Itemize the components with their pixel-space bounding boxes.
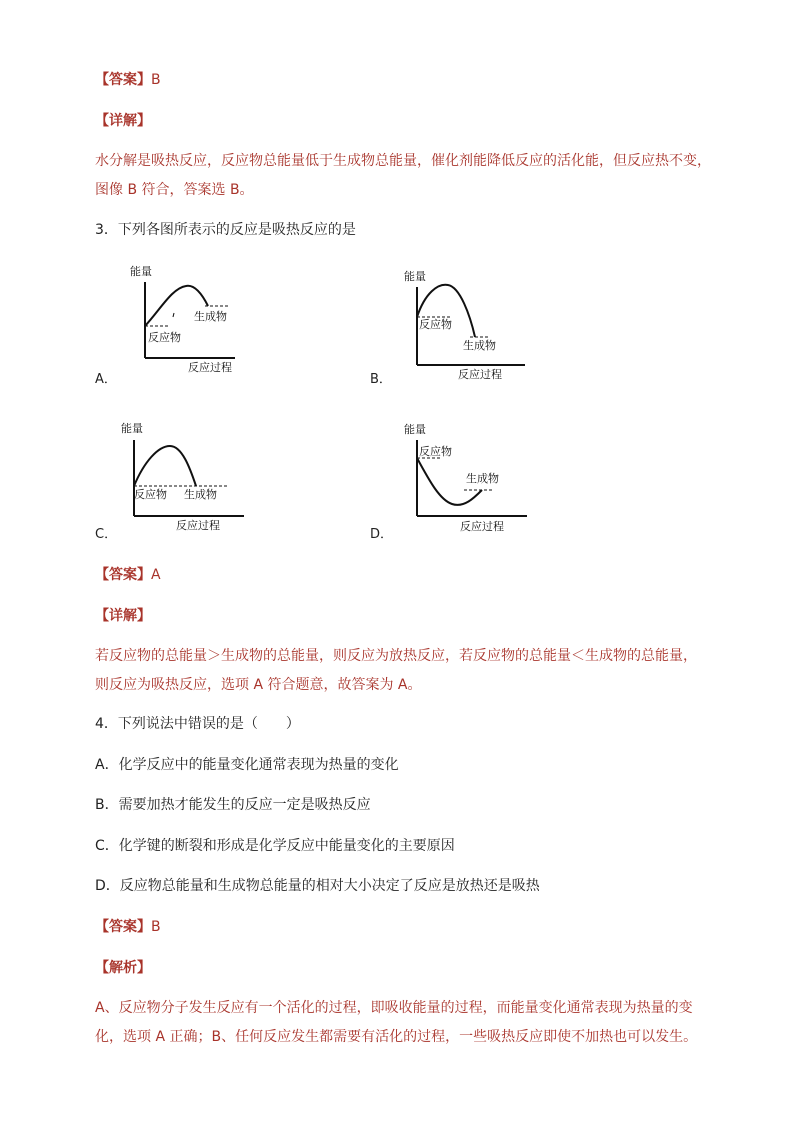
reactant-label: 反应物 [419,318,452,331]
answer-value: B [151,72,161,88]
q3-question: 3．下列各图所表示的反应是吸热反应的是 [95,222,356,238]
answer-value: B [151,919,161,935]
q4-question: 4．下列说法中错误的是（ ） [95,716,300,732]
q2-answer-line [95,70,161,90]
reactant-label: 反应物 [148,331,181,344]
q4-option-c: C．化学键的断裂和形成是化学反应中能量变化的主要原因 [95,838,455,854]
x-axis-label: 反应过程 [458,368,502,381]
detail-tag: 【详解】 [95,608,151,624]
y-axis-label: 能量 [130,265,152,278]
q3-detail-text: 若反应物的总能量＞生成物的总能量，则反应为放热反应，若反应物的总能量＜生成物的总能量， [95,648,697,664]
q3-answer-line [95,565,161,585]
figure-c [110,418,250,538]
reactant-label: 反应物 [419,445,452,458]
answer-value: A [151,567,161,583]
figure-a [120,260,250,380]
x-axis-label: 反应过程 [460,520,504,533]
q4-analysis-text-2: 化，选项 A 正确；B、任何反应发生都需要有活化的过程，一些吸热反应即使不加热也可以发生。 [95,1029,698,1045]
answer-tag: 【答案】 [95,567,151,583]
y-axis-label: 能量 [404,270,426,283]
product-label: 生成物 [194,310,227,323]
figure-c-label: C． [95,527,118,542]
figure-d [392,418,532,538]
answer-tag: 【答案】 [95,919,151,935]
product-label: 生成物 [184,488,217,501]
x-axis-label: 反应过程 [188,361,232,374]
q2-detail-text-2: 图像 B 符合，答案选 B。 [95,182,254,198]
q4-option-d: D．反应物总能量和生成物总能量的相对大小决定了反应是放热还是吸热 [95,878,540,894]
q4-option-a: A．化学反应中的能量变化通常表现为热量的变化 [95,757,399,773]
q4-answer-line [95,917,161,937]
reactant-label: 反应物 [134,488,167,501]
figure-a-label: A． [95,372,117,387]
tick-mark [173,313,174,317]
answer-tag: 【答案】 [95,72,151,88]
x-axis-label: 反应过程 [176,519,220,532]
q4-option-b: B．需要加热才能发生的反应一定是吸热反应 [95,797,371,813]
q2-detail-text: 水分解是吸热反应，反应物总能量低于生成物总能量，催化剂能降低反应的活化能，但反应热不变， [95,153,711,169]
y-axis-label: 能量 [404,423,426,436]
q3-detail-text-2: 则反应为吸热反应，选项 A 符合题意，故答案为 A。 [95,677,422,693]
detail-tag: 【详解】 [95,113,151,129]
figure-b [390,265,530,385]
figure-b-label: B． [370,372,392,387]
energy-curve [134,446,196,486]
analysis-tag: 【解析】 [95,960,151,976]
y-axis-label: 能量 [121,422,143,435]
product-label: 生成物 [466,472,499,485]
figure-d-label: D． [370,527,394,542]
product-label: 生成物 [463,339,496,352]
q4-analysis-text: A、反应物分子发生反应有一个活化的过程，即吸收能量的过程，而能量变化通常表现为热量的变 [95,1000,693,1016]
